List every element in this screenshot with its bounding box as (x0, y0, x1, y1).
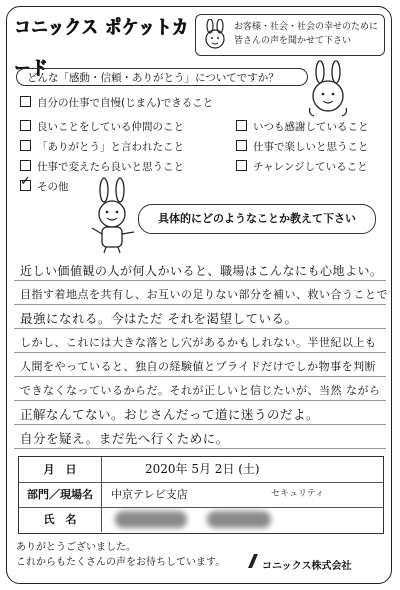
checkbox-option[interactable]: いつも感謝していること (236, 120, 369, 134)
ruled-line (14, 280, 386, 281)
date-row (19, 457, 383, 483)
header-line-1: お客様・社会・社会の幸せのために (234, 22, 379, 32)
header-line-2: 皆さんの声を聞かせて下さい (234, 36, 352, 46)
rabbit-icon (300, 60, 356, 120)
checkbox-option[interactable]: 仕事で変えたら良いと思うこと (20, 160, 184, 174)
ruled-line (14, 424, 386, 425)
footer-thanks: ありがとうございました。 これからもたくさんの声をお待ちしています。 (16, 542, 226, 568)
redacted-name (115, 511, 187, 528)
question-banner: どんな「感動・信頼・ありがとう」についてですか？ (16, 68, 308, 86)
ruled-line (14, 376, 386, 377)
checkbox[interactable] (236, 160, 247, 171)
checkbox-option[interactable]: 仕事で楽しいと思うこと (236, 140, 369, 154)
rabbit-icon (200, 19, 230, 51)
handwriting-line: しかし、これには大きな落とし穴があるかもしれない。半世紀以上も (20, 336, 377, 349)
checkbox[interactable] (20, 120, 31, 131)
redacted-name (207, 511, 271, 528)
department-note: セキュリティ (271, 489, 325, 499)
name-label: 氏 名 (19, 507, 102, 532)
ruled-line (14, 304, 386, 305)
company-name: コニックス株式会社 (262, 561, 352, 572)
ruled-line (14, 400, 386, 401)
rabbit-mascot-icon (82, 176, 142, 254)
checkbox[interactable] (20, 140, 31, 151)
department-label: 部門／現場名 (19, 482, 102, 507)
checkbox[interactable] (236, 140, 247, 151)
company-logo-icon (246, 552, 260, 570)
handwriting-line: 人間をやっていると、独自の経験値とプライドだけでしか物事を判断 (20, 360, 377, 373)
department-row (19, 482, 383, 508)
checkbox-checked[interactable] (20, 180, 31, 191)
checkbox[interactable] (236, 120, 247, 131)
ruled-line (14, 328, 386, 329)
handwriting-line: 近しい価値観の人が何人かいると、職場はこんなにも心地よい。 (20, 264, 383, 278)
date-value[interactable]: 2020年 5月 2日 (土) (145, 462, 260, 476)
handwriting-line: 目指す着地点を共有し、お互いの足りない部分を補い、救い合うことで (20, 288, 388, 301)
checkbox-option[interactable]: 「ありがとう」と言われたこと (20, 140, 184, 154)
name-row (19, 507, 383, 532)
checkbox[interactable] (20, 160, 31, 171)
department-value[interactable]: 中京テレビ支店 (111, 488, 188, 501)
header-message-box (195, 14, 385, 56)
ruled-line (14, 352, 386, 353)
prompt-bubble: 具体的にどのようなことか教えて下さい (138, 204, 376, 234)
handwriting-area (14, 258, 386, 454)
checkbox-option[interactable]: 自分の仕事で自慢(じまん)できること (20, 96, 213, 110)
handwriting-line: 最強になれる。今はただ それを渇望している。 (20, 311, 298, 326)
handwriting-line: 自分を疑え。まだ先へ行くために。 (20, 431, 229, 446)
checkbox-option[interactable]: 良いことをしている仲間のこと (20, 120, 184, 134)
checkbox-option[interactable]: チャレンジしていること (236, 160, 368, 174)
handwriting-line: 正解なんてない。おじさんだって道に迷うのだよ。 (20, 407, 320, 422)
date-label: 月 日 (19, 457, 102, 482)
handwriting-line: できなくなっているからだ。それが正しいと信じたいが、当然 ながら (20, 384, 381, 397)
checkbox[interactable] (20, 96, 31, 107)
checkbox-option-other[interactable]: ✓その他 (20, 180, 69, 194)
ruled-line (14, 448, 386, 449)
info-form-table (18, 456, 384, 534)
card-logo: コニックス ポケットカード (14, 15, 189, 80)
